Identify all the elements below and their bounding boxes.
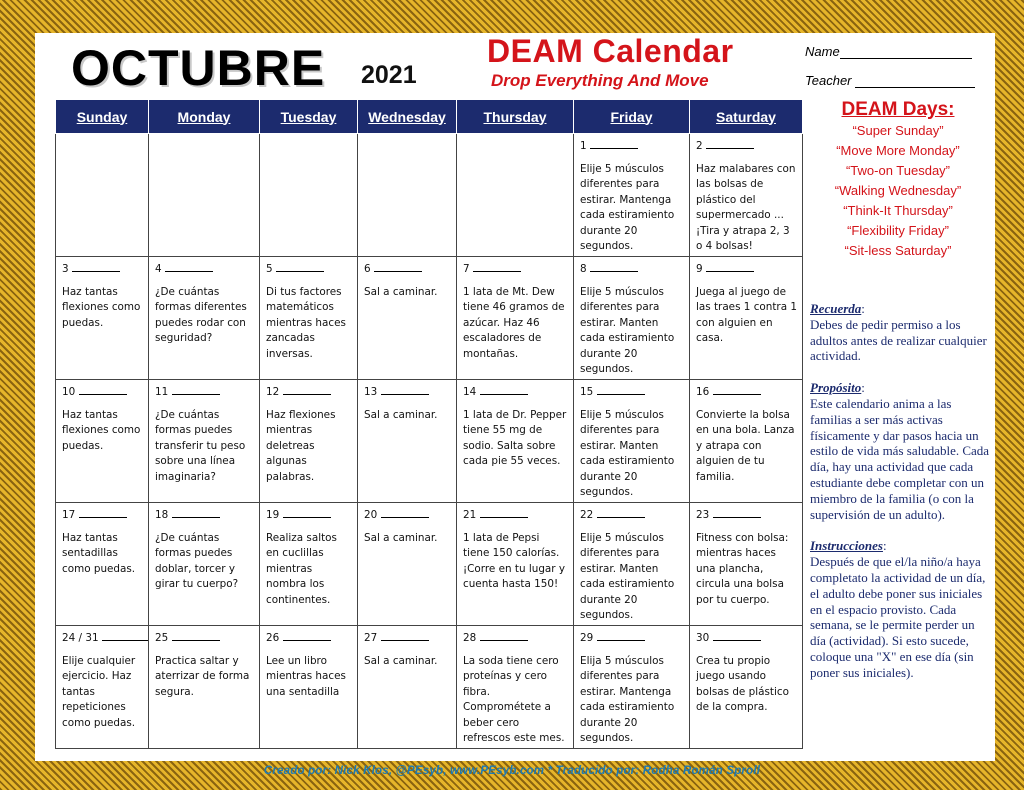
deam-day-item: “Think-It Thursday” <box>843 203 953 218</box>
day-number-text: 12 <box>266 386 280 398</box>
instrucciones-heading: Instrucciones <box>810 538 883 554</box>
initials-line[interactable] <box>473 261 521 272</box>
day-number <box>62 261 143 278</box>
day-number <box>62 507 143 524</box>
day-number <box>364 384 451 401</box>
activity-text: Elije 5 músculos diferentes para estirar. Mantenga cada estiramiento durante 20 segundos. <box>580 162 675 252</box>
day-number <box>463 384 568 401</box>
activity-text: Elija 5 músculos diferentes para estirar. Mantenga cada estiramiento durante 20 segundos. <box>580 654 675 744</box>
day-number <box>580 507 684 524</box>
activity-text: Realiza saltos en cuclillas mientras nombra los continentes. <box>266 531 337 606</box>
day-number <box>155 384 254 401</box>
day-cell <box>574 380 690 503</box>
day-number-text: 22 <box>580 509 594 521</box>
initials-line[interactable] <box>283 384 331 395</box>
activity-text: ¿De cuántas formas puedes transferir tu peso sobre una línea imaginaria? <box>155 408 246 483</box>
activity-text: La soda tiene cero proteínas y cero fibra. Comprométete a beber cero refrescos este mes. <box>463 654 565 744</box>
teacher-underline <box>855 75 975 88</box>
day-cell <box>56 626 149 749</box>
day-number <box>155 507 254 524</box>
deam-calendar-title: DEAM Calendar <box>487 33 734 69</box>
activity-text: Haz tantas flexiones como puedas. <box>62 408 141 452</box>
day-cell <box>56 503 149 626</box>
footer-credits: Creado por: Nick Klos, @PEsyb, www.PEsyb.com * Traducido por: Rodha Román Sproll <box>263 765 761 777</box>
day-cell <box>358 257 457 380</box>
year-title: 2021 <box>361 61 417 89</box>
day-cell <box>358 134 457 257</box>
initials-line[interactable] <box>597 384 645 395</box>
initials-line[interactable] <box>381 507 429 518</box>
week-row <box>56 134 803 257</box>
activity-text: Haz tantas sentadillas como puedas. <box>62 531 136 575</box>
day-cell <box>149 134 260 257</box>
activity-text: ¿De cuántas formas puedes doblar, torcer y girar tu cuerpo? <box>155 531 239 590</box>
calendar-grid <box>55 99 803 749</box>
day-number-text: 9 <box>696 263 703 275</box>
day-number <box>463 630 568 647</box>
initials-line[interactable] <box>713 507 761 518</box>
deam-day-item: “Super Sunday” <box>852 123 944 138</box>
deam-days-list <box>810 121 992 261</box>
day-number <box>696 138 797 155</box>
day-cell <box>56 134 149 257</box>
proposito-heading: Propósito <box>810 380 862 396</box>
teacher-label: Teacher <box>805 73 852 88</box>
activity-text: Sal a caminar. <box>364 654 438 667</box>
sidebar <box>810 99 992 681</box>
activity-text: Sal a caminar. <box>364 531 438 544</box>
day-cell <box>690 380 803 503</box>
activity-text: Haz flexiones mientras deletreas algunas palabras. <box>266 408 336 483</box>
initials-line[interactable] <box>713 630 761 641</box>
instrucciones-section: Instrucciones: Después de que el/la niño/a haya completato la actividad de un día, el adulto debe poner sus iniciales en el espacio provisto. Cada semana, se le permite perder un día (actividad). Si esto sucede, coloque una "X" en ese día (sin poner sus iniciales). <box>810 538 986 680</box>
day-cell <box>574 134 690 257</box>
day-number-text: 14 <box>463 386 477 398</box>
proposito-text: Este calendario anima a las familias a ser más activas físicamente y dar pasos hacia un estilo de vida más saludable. Cada día, hay una actividad que cada estudiante debe completar con un miembro de la familia (o con la supervisión de un adulto). <box>810 395 990 522</box>
day-number-text: 23 <box>696 509 710 521</box>
day-number <box>155 261 254 278</box>
day-cell <box>457 626 574 749</box>
day-number <box>155 630 254 647</box>
deam-day-item: “Move More Monday” <box>836 143 960 158</box>
weekday-header: Saturday <box>690 100 803 134</box>
day-number <box>580 384 684 401</box>
recuerda-heading: Recuerda <box>810 301 862 316</box>
initials-line[interactable] <box>706 138 754 149</box>
initials-line[interactable] <box>72 261 120 272</box>
day-number <box>696 507 797 524</box>
activity-text: Haz tantas flexiones como puedas. <box>62 285 141 329</box>
week-row <box>56 626 803 749</box>
initials-line[interactable] <box>165 261 213 272</box>
weekday-header: Friday <box>574 100 690 134</box>
initials-line[interactable] <box>590 261 638 272</box>
initials-line[interactable] <box>172 507 220 518</box>
weekday-header: Thursday <box>457 100 574 134</box>
day-number-text: 8 <box>580 263 587 275</box>
day-number <box>266 384 352 401</box>
day-cell <box>56 380 149 503</box>
day-cell <box>690 626 803 749</box>
weekday-header-row <box>56 100 803 134</box>
day-number <box>364 507 451 524</box>
day-cell <box>690 134 803 257</box>
initials-line[interactable] <box>590 138 638 149</box>
day-number-text: 25 <box>155 632 169 644</box>
activity-text: 1 lata de Mt. Dew tiene 46 gramos de azúcar. Haz 46 escaladores de montañas. <box>463 285 565 360</box>
weekday-header: Monday <box>149 100 260 134</box>
day-number-text: 29 <box>580 632 594 644</box>
day-number <box>463 261 568 278</box>
day-number-text: 11 <box>155 386 169 398</box>
day-cell <box>56 257 149 380</box>
deam-days-title: DEAM Days: <box>841 99 955 120</box>
day-number-text: 16 <box>696 386 710 398</box>
week-row <box>56 257 803 380</box>
initials-line[interactable] <box>276 261 324 272</box>
activity-text: 1 lata de Pepsi tiene 150 calorías. ¡Corre en tu lugar y cuenta hasta 150! <box>463 531 566 590</box>
day-cell <box>690 503 803 626</box>
instrucciones-text: Después de que el/la niño/a haya completato la actividad de un día, el adulto debe poner sus iniciales en el espacio provisto. Cada semana, se le permite perder un día (actividad). Si esto sucede, coloque una "X" en ese día (sin poner sus iniciales). <box>810 554 986 680</box>
day-number-text: 27 <box>364 632 378 644</box>
day-number-text: 3 <box>62 263 69 275</box>
activity-text: Elije 5 músculos diferentes para estirar. Manten cada estiramiento durante 20 segundos. <box>580 285 675 375</box>
day-number <box>62 630 143 647</box>
initials-line[interactable] <box>102 630 149 641</box>
recuerda-section: Recuerda: Debes de pedir permiso a los adultos antes de realizar cualquier actividad. <box>810 301 987 364</box>
deam-day-item: “Flexibility Friday” <box>847 223 949 238</box>
activity-text: Fitness con bolsa: mientras haces una plancha, circula una bolsa por tu cuerpo. <box>696 531 789 606</box>
initials-line[interactable] <box>706 261 754 272</box>
day-number <box>580 138 684 155</box>
week-row <box>56 503 803 626</box>
day-number <box>696 384 797 401</box>
initials-line[interactable] <box>597 630 645 641</box>
initials-line[interactable] <box>283 507 331 518</box>
day-number-text: 7 <box>463 263 470 275</box>
recuerda-text: Debes de pedir permiso a los adultos antes de realizar cualquier actividad. <box>810 316 987 364</box>
day-number <box>696 630 797 647</box>
initials-line[interactable] <box>713 384 761 395</box>
name-underline <box>840 46 972 59</box>
day-number <box>364 261 451 278</box>
deam-day-item: “Two-on Tuesday” <box>845 163 951 178</box>
day-cell <box>149 503 260 626</box>
activity-text: Convierte la bolsa en una bola. Lanza y atrapa con alguien de tu familia. <box>696 408 795 483</box>
day-cell <box>457 257 574 380</box>
day-number-text: 15 <box>580 386 594 398</box>
name-field[interactable] <box>805 44 972 59</box>
day-cell <box>574 257 690 380</box>
day-number-text: 26 <box>266 632 280 644</box>
weekday-header: Wednesday <box>358 100 457 134</box>
activity-text: Sal a caminar. <box>364 408 438 421</box>
day-number <box>580 630 684 647</box>
day-number-text: 2 <box>696 140 703 152</box>
activity-text: Elije 5 músculos diferentes para estirar. Manten cada estiramiento durante 20 segundos. <box>580 531 675 621</box>
initials-line[interactable] <box>480 507 528 518</box>
day-cell <box>260 380 358 503</box>
proposito-section: Propósito: Este calendario anima a las familias a ser más activas físicamente y dar pasos hacia un estilo de vida más saludable. Cada día, hay una actividad que cada estudiante debe completar con un miembro de la familia (o con la supervisión de un adulto). <box>810 380 990 522</box>
teacher-field[interactable] <box>805 73 975 88</box>
activity-text: Sal a caminar. <box>364 285 438 298</box>
day-number-text: 5 <box>266 263 273 275</box>
day-cell <box>260 503 358 626</box>
day-cell <box>149 380 260 503</box>
day-cell <box>260 626 358 749</box>
activity-text: Juega al juego de las traes 1 contra 1 con alguien en casa. <box>696 285 797 344</box>
day-cell <box>574 503 690 626</box>
deam-subtitle: Drop Everything And Move <box>491 71 709 90</box>
initials-line[interactable] <box>172 630 220 641</box>
initials-line[interactable] <box>381 630 429 641</box>
day-number-text: 13 <box>364 386 378 398</box>
activity-text: Haz malabares con las bolsas de plástico del supermercado ... ¡Tira y atrapa 2, 3 o 4 bolsas! <box>696 162 796 252</box>
day-number-text: 19 <box>266 509 280 521</box>
day-number <box>364 630 451 647</box>
day-number-text: 28 <box>463 632 477 644</box>
day-number-text: 17 <box>62 509 76 521</box>
day-number-text: 21 <box>463 509 477 521</box>
initials-line[interactable] <box>283 630 331 641</box>
day-number-text: 18 <box>155 509 169 521</box>
day-number <box>266 261 352 278</box>
deam-day-item: “Walking Wednesday” <box>834 183 962 198</box>
initials-line[interactable] <box>374 261 422 272</box>
weekday-header: Tuesday <box>260 100 358 134</box>
day-number-text: 20 <box>364 509 378 521</box>
day-cell <box>457 134 574 257</box>
activity-text: Practica saltar y aterrizar de forma segura. <box>155 654 250 698</box>
day-cell <box>149 626 260 749</box>
day-cell <box>358 503 457 626</box>
day-number-text: 6 <box>364 263 371 275</box>
activity-text: Lee un libro mientras haces una sentadilla <box>266 654 346 698</box>
activity-text: Di tus factores matemáticos mientras haces zancadas inversas. <box>266 285 346 360</box>
week-row <box>56 380 803 503</box>
day-number-text: 1 <box>580 140 587 152</box>
calendar-page <box>35 33 995 761</box>
day-cell <box>574 626 690 749</box>
weekday-header: Sunday <box>56 100 149 134</box>
day-number <box>580 261 684 278</box>
day-number-text: 4 <box>155 263 162 275</box>
initials-line[interactable] <box>480 384 528 395</box>
name-label: Name <box>805 44 840 59</box>
activity-text: Elije cualquier ejercicio. Haz tantas repeticiones como puedas. <box>62 654 136 729</box>
day-cell <box>457 380 574 503</box>
deam-day-item: “Sit-less Saturday” <box>844 243 952 258</box>
initials-line[interactable] <box>480 630 528 641</box>
day-cell <box>457 503 574 626</box>
activity-text: Crea tu propio juego usando bolsas de plástico de la compra. <box>696 654 789 713</box>
day-number-text: 30 <box>696 632 710 644</box>
day-cell <box>260 134 358 257</box>
activity-text: ¿De cuántas formas diferentes puedes rodar con seguridad? <box>155 285 247 344</box>
initials-line[interactable] <box>79 384 127 395</box>
initials-line[interactable] <box>597 507 645 518</box>
day-cell <box>690 257 803 380</box>
day-number-text: 10 <box>62 386 76 398</box>
day-cell <box>358 626 457 749</box>
day-number <box>463 507 568 524</box>
initials-line[interactable] <box>79 507 127 518</box>
activity-text: 1 lata de Dr. Pepper tiene 55 mg de sodio. Salta sobre cada pie 55 veces. <box>463 408 567 467</box>
day-cell <box>260 257 358 380</box>
day-number <box>266 630 352 647</box>
day-number <box>696 261 797 278</box>
day-number <box>62 384 143 401</box>
month-title: OCTUBRE <box>71 40 326 96</box>
initials-line[interactable] <box>172 384 220 395</box>
day-cell <box>358 380 457 503</box>
day-number-text: 24 / 31 <box>62 632 99 644</box>
initials-line[interactable] <box>381 384 429 395</box>
activity-text: Elije 5 músculos diferentes para estirar. Manten cada estiramiento durante 20 segundos. <box>580 408 675 498</box>
day-number <box>266 507 352 524</box>
day-cell <box>149 257 260 380</box>
